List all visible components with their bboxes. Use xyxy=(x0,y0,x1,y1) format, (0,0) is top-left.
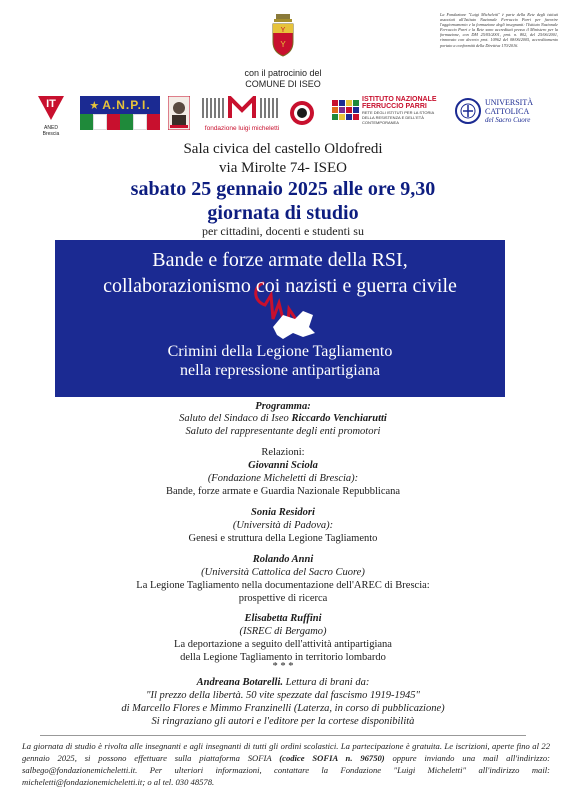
parri-institute-logo xyxy=(332,96,442,130)
cattolica-seal-icon xyxy=(455,96,481,126)
patronage-line2: COMUNE DI ISEO xyxy=(245,79,321,89)
reading-name: Andreana Botarelli. xyxy=(196,677,283,688)
thanks-note: Si ringraziano gli autori e l'editore per la cortese disponibilità xyxy=(151,716,415,727)
speaker-affiliation: (Fondazione Micheletti di Brescia): xyxy=(207,473,359,484)
portrait-logo xyxy=(168,96,190,130)
aned-logo-caption: ANED Brescia xyxy=(42,125,60,137)
aned-logo xyxy=(38,96,64,137)
footer-note xyxy=(22,740,550,788)
foundation-note: La Fondazione "Luigi Micheletti" è parte della Rete degli istituti associati all'Istituto Nazionale Ferruccio Parri per favorire l'aggiornamento e la formazione degli insegnanti: l'Istituto Nazionale Ferruccio Parri e la Rete sono accreditati presso il Ministero per la formazione, con DM 25/05/2001, prot. n. 802, del 25/06/2001, rinnovato con decreto prot. 10962 del 08/06/2005, accreditamento portato a conformità della Direttiva 170/2016. xyxy=(440,12,558,48)
banner-title-line2: collaborazionismo coi nazisti e guerra civile xyxy=(103,275,457,297)
footer-sofia-code: (codice SOFIA n. 96750) xyxy=(279,753,385,763)
speaker-topic: Bande, forze armate e Guardia Nazionale Repubblicana xyxy=(165,486,401,497)
patronage-line1: con il patrocinio del xyxy=(244,68,322,78)
speaker-affiliation: (Università di Padova): xyxy=(232,520,334,531)
footer-divider xyxy=(40,735,526,736)
speaker-affiliation: (ISREC di Bergamo) xyxy=(239,626,327,637)
svg-text:Y: Y xyxy=(280,40,286,49)
patronage xyxy=(183,68,383,90)
speaker-name: Elisabetta Ruffini xyxy=(244,613,322,624)
italian-flag-stripes xyxy=(80,114,160,130)
title-banner xyxy=(55,240,505,397)
greeting-mayor xyxy=(0,412,566,425)
cattolica-logo-line1: UNIVERSITÀ xyxy=(485,98,533,107)
cattolica-logo xyxy=(455,96,545,130)
event-date: sabato 25 gennaio 2025 alle ore 9,30 xyxy=(130,178,436,200)
parri-grid-icon xyxy=(332,100,359,130)
reading-rest: Lettura di brani da: xyxy=(283,677,370,688)
reading-authors: di Marcello Flores e Mimmo Franzinelli (Laterza, in corso di pubblicazione) xyxy=(121,703,445,714)
banner-title-line1: Bande e forze armate della RSI, xyxy=(152,249,408,271)
parri-logo-line1: ISTITUTO NAZIONALE xyxy=(362,96,437,103)
star-icon: ★ xyxy=(89,99,100,112)
anpi-logo xyxy=(80,96,160,130)
cattolica-logo-line2: CATTOLICA xyxy=(485,107,530,116)
greeting-promoters: Saluto del rappresentante degli enti promotori xyxy=(185,426,381,437)
greeting-mayor-name: Riccardo Venchiarutti xyxy=(291,413,387,424)
speaker-topic: della Legione Tagliamento in territorio lombardo xyxy=(180,652,386,663)
parri-logo-line2: FERRUCCIO PARRI xyxy=(362,103,427,110)
speaker-topic: Genesi e struttura della Legione Tagliamento xyxy=(188,533,378,544)
reading-intro xyxy=(0,676,566,689)
micheletti-bars-icon xyxy=(200,96,284,120)
event-venue: Sala civica del castello Oldofredi xyxy=(183,141,383,157)
speaker-affiliation: (Università Cattolica del Sacro Cuore) xyxy=(201,567,365,578)
program-heading: Programma: xyxy=(255,401,311,412)
speaker-name: Rolando Anni xyxy=(252,554,314,565)
red-seal-logo xyxy=(288,96,316,130)
event-audience: per cittadini, docenti e studenti su xyxy=(202,224,364,238)
relazioni-heading: Relazioni: xyxy=(261,447,305,458)
event-type: giornata di studio xyxy=(207,202,359,224)
speaker-name: Giovanni Sciola xyxy=(248,460,318,471)
parri-logo-line3: RETE DEGLI ISTITUTI PER LA STORIA DELLA RESISTENZA E DELL'ETÀ CONTEMPORANEA xyxy=(362,110,434,125)
speaker-topic: prospettive di ricerca xyxy=(238,593,328,604)
speaker-name: Sonia Residori xyxy=(251,507,315,518)
anpi-logo-label: A.N.P.I. xyxy=(102,98,151,112)
event-address: via Mirolte 74- ISEO xyxy=(219,160,347,176)
micheletti-logo-label: fondazione luigi micheletti xyxy=(204,125,280,132)
micheletti-logo xyxy=(200,96,284,130)
footer-text-part2: oppure inviando una mail all'indirizzo: salbego@fondazionemicheletti.it. Per ulteriori informazioni, contattare la Fondazione "Luigi Micheletti" all'indirizzo mail: micheletti@fondazionemicheletti.it; o al tel. 030 48578. xyxy=(22,753,550,787)
separator: * * * xyxy=(272,661,294,672)
banner-subtitle-line1: Crimini della Legione Tagliamento xyxy=(167,343,393,360)
speaker-topic: La deportazione a seguito dell'attività antipartigiana xyxy=(174,639,392,650)
cattolica-logo-line3: del Sacro Cuore xyxy=(485,116,531,124)
svg-text:Y: Y xyxy=(280,27,286,34)
speaker-topic: La Legione Tagliamento nella documentazione dell'AREC di Brescia: xyxy=(136,580,430,591)
iseo-coat-of-arms xyxy=(270,14,296,58)
footer-text-part1: La giornata di studio è rivolta alle insegnanti e agli insegnanti di tutti gli ordini scolastici. La partecipazione è gratuita. Le iscrizioni, aperte fino al 22 gennaio 2025, si possono effettuare sulla piattaforma SOFIA xyxy=(22,741,550,763)
greeting-mayor-prefix: Saluto del Sindaco di Iseo xyxy=(179,413,292,424)
reading-book: "Il prezzo della libertà. 50 vite spezzate dal fascismo 1919-1945" xyxy=(146,690,420,701)
banner-subtitle-line2: nella repressione antipartigiana xyxy=(180,362,380,379)
aned-logo-label: IT xyxy=(46,98,56,110)
